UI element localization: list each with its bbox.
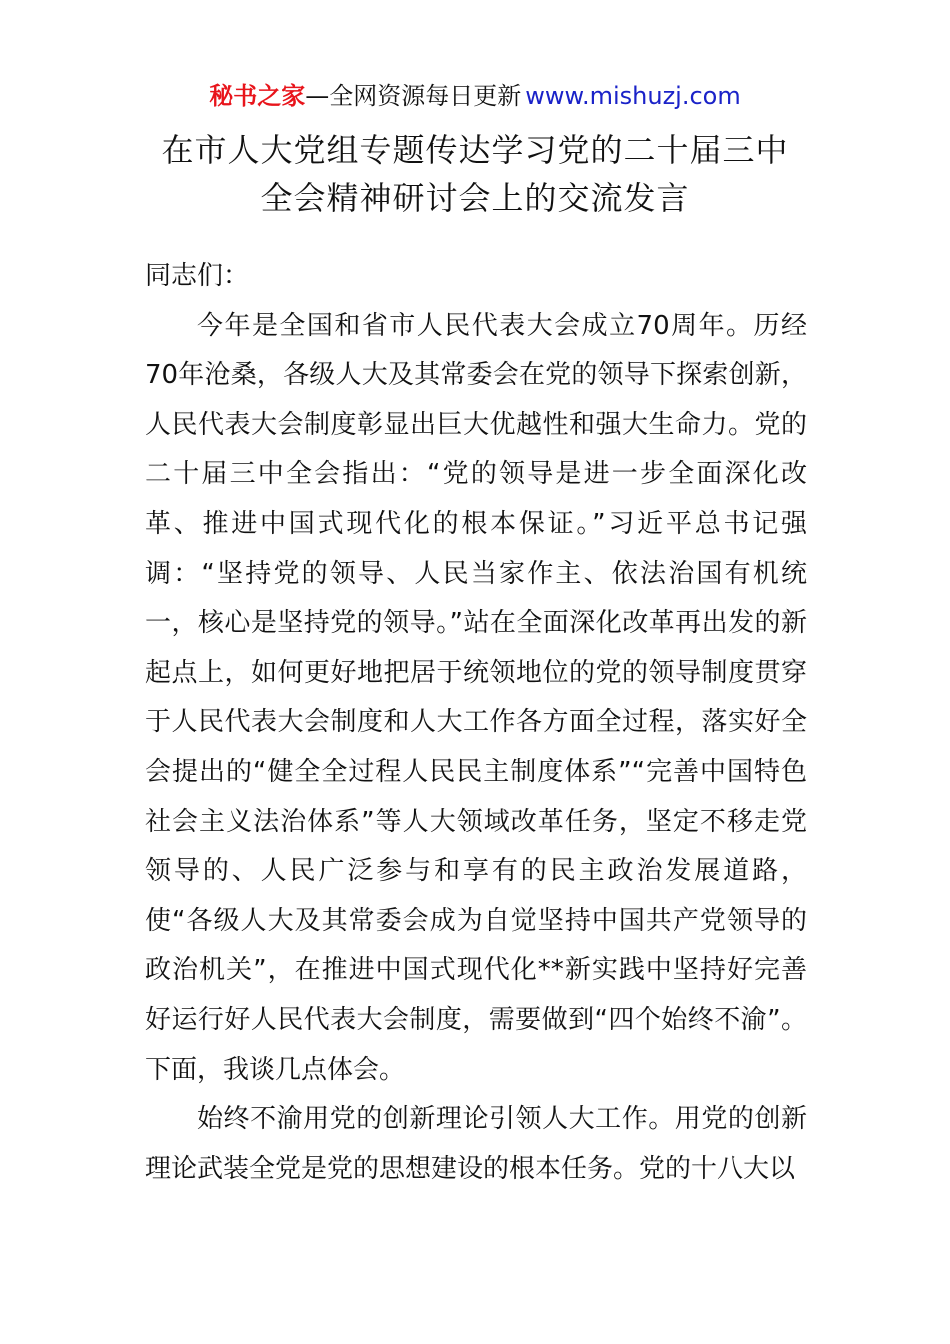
body-paragraph-1: 今年是全国和省市人民代表大会成立70周年。历经70年沧桑，各级人大及其常委会在党的领导下探索创新，人民代表大会制度彰显出巨大优越性和强大生命力。党的二十届三中全会指出：“党的领导是进一步全面深化改革、推进中国式现代化的根本保证。”习近平总书记强调：“坚持党的领导、人民当家作主、依法治国有机统一，核心是坚持党的领导。”站在全面深化改革再出发的新起点上，如何更好地把居于统领地位的党的领导制度贯穿于人民代表大会制度和人大工作各方面全过程，落实好全会提出的“健全全过程人民民主制度体系”“完善中国特色社会主义法治体系”等人大领域改革任务，坚定不移走党领导的、人民广泛参与和享有的民主政治发展道路，使“各级人大及其常委会成为自觉坚持中国共产党领导的政治机关”，在推进中国式现代化**新实践中坚持好完善好运行好人民代表大会制度，需要做到“四个始终不渝”。下面，我谈几点体会。 xyxy=(145,310,807,1085)
salutation: 同志们： xyxy=(145,261,250,291)
header-tagline: —全网资源每日更新 xyxy=(305,82,522,110)
body-paragraph-2: 始终不渝用党的创新理论引领人大工作。用党的创新理论武装全党是党的思想建设的根本任务。党的十八大以 xyxy=(145,1104,807,1184)
site-url-link[interactable]: www.mishuzj.com xyxy=(525,82,741,110)
title-line-2: 全会精神研讨会上的交流发言 xyxy=(260,179,690,217)
title-line-1: 在市人大党组专题传达学习党的二十届三中 xyxy=(161,131,789,169)
brand-name: 秘书之家 xyxy=(209,82,306,110)
document-body xyxy=(145,252,807,1194)
document-title xyxy=(0,126,950,222)
page-header xyxy=(0,78,950,114)
